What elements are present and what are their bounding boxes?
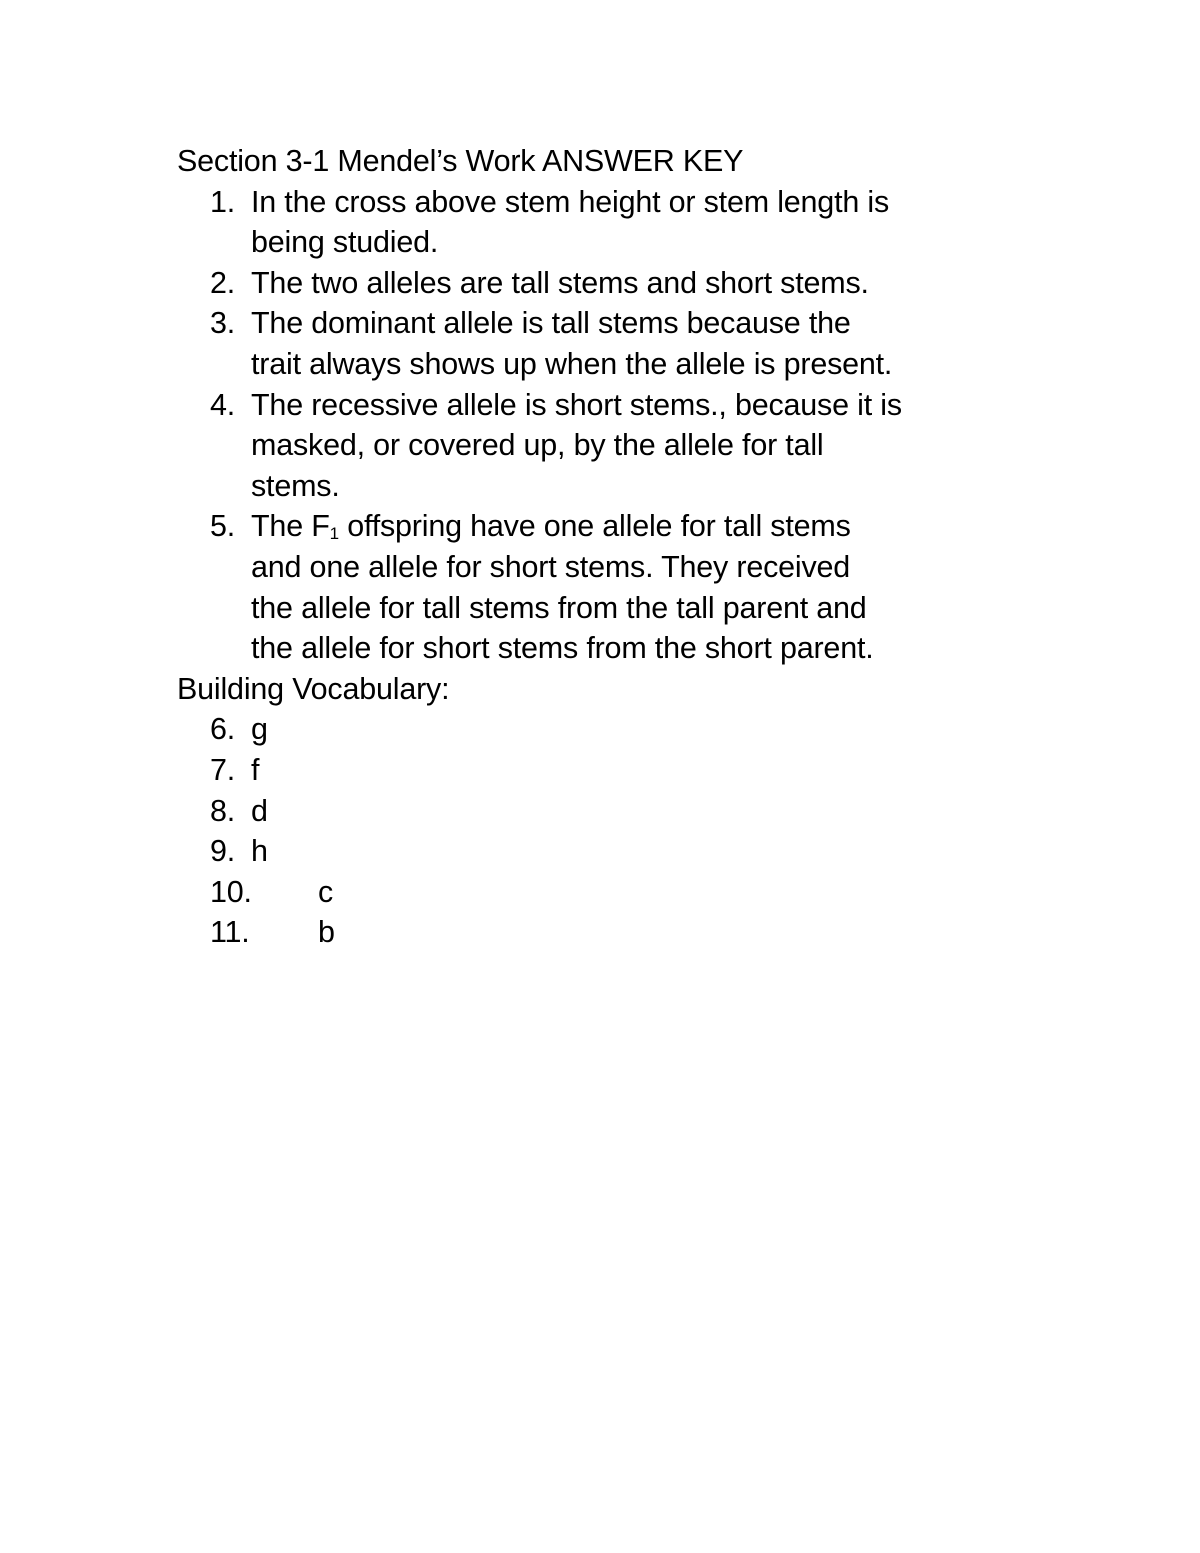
document-content <box>177 141 1037 953</box>
vocab-number: 8. <box>210 793 236 828</box>
vocab-heading: Building Vocabulary: <box>177 671 450 706</box>
answer-line: The recessive allele is short stems., because it is <box>251 387 902 422</box>
answer-number: 3. <box>210 306 236 341</box>
answer-text: The F <box>251 509 330 544</box>
vocab-item <box>177 750 1037 791</box>
answer-item-5 <box>177 506 1037 668</box>
answer-number: 4. <box>210 387 236 422</box>
answer-line: and one allele for short stems. They received <box>251 549 851 584</box>
answer-line: The dominant allele is tall stems because the <box>251 306 851 341</box>
answer-number: 2. <box>210 265 236 300</box>
answer-item-4 <box>177 385 1037 507</box>
vocab-number: 10. <box>210 874 252 909</box>
answer-line: stems. <box>251 468 340 503</box>
answer-item-2 <box>177 263 1037 304</box>
answer-item-1 <box>177 182 1037 263</box>
answer-line: the allele for short stems from the short parent. <box>251 631 874 666</box>
vocab-item <box>177 912 1037 953</box>
vocab-number: 6. <box>210 712 236 747</box>
vocab-answer: h <box>251 834 268 869</box>
vocab-item <box>177 872 1037 913</box>
answer-item-3 <box>177 303 1037 384</box>
vocab-item <box>177 791 1037 832</box>
answer-line: being studied. <box>251 225 439 260</box>
vocab-number: 9. <box>210 834 236 869</box>
vocab-answer: b <box>318 915 335 950</box>
vocab-answer: d <box>251 793 268 828</box>
answer-number: 1. <box>210 184 236 219</box>
vocab-number: 11. <box>210 915 250 950</box>
vocab-list <box>177 709 1037 953</box>
answer-number: 5. <box>210 509 236 544</box>
vocab-number: 7. <box>210 752 236 787</box>
answer-line: masked, or covered up, by the allele for tall <box>251 428 824 463</box>
answer-text: offspring have one allele for tall stems <box>338 509 851 544</box>
answer-line: trait always shows up when the allele is present. <box>251 346 893 381</box>
answer-line: In the cross above stem height or stem length is <box>251 184 890 219</box>
vocab-item <box>177 709 1037 750</box>
answer-line: The two alleles are tall stems and short stems. <box>251 265 869 300</box>
subscript: 1 <box>329 524 339 544</box>
answer-list <box>177 182 1037 669</box>
vocab-answer: g <box>251 712 268 747</box>
vocab-answer: c <box>318 874 334 909</box>
vocab-answer: f <box>251 752 260 787</box>
answer-line: the allele for tall stems from the tall parent and <box>251 590 867 625</box>
vocab-item <box>177 831 1037 872</box>
answer-line <box>251 506 1037 547</box>
page-title: Section 3-1 Mendel’s Work ANSWER KEY <box>177 144 744 178</box>
